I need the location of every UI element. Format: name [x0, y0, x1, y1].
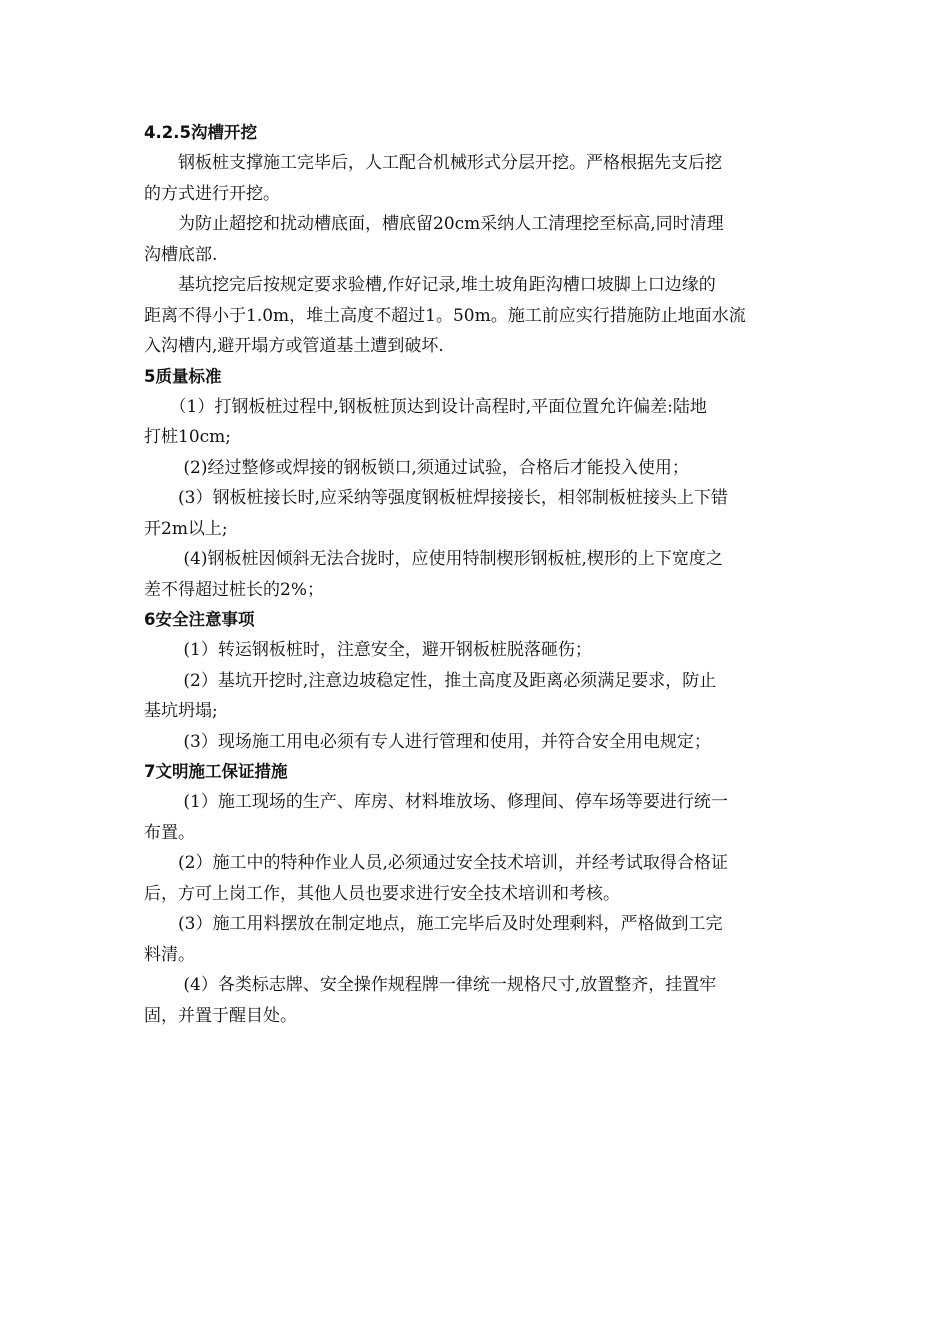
text-line: 后，方可上岗工作，其他人员也要求进行安全技术培训和考核。 [144, 883, 620, 904]
document-page [144, 118, 808, 1031]
text-line: 距离不得小于1.0m，堆土高度不超过1。50m。施工前应实行措施防止地面水流 [144, 305, 746, 326]
text-line: (2）施工中的特种作业人员,必须通过安全技术培训，并经考试取得合格证 [144, 853, 728, 873]
text-line: 为防止超挖和扰动槽底面，槽底留20cm采纳人工清理挖至标高,同时清理 [144, 214, 724, 234]
text-line: 料清。 [144, 944, 195, 965]
paragraph [144, 848, 808, 909]
text-line: 钢板桩支撑施工完毕后，人工配合机械形式分层开挖。严格根据先支后挖 [144, 153, 722, 173]
text-line: 固，并置于醒目处。 [144, 1005, 297, 1026]
text-line: 沟槽底部. [144, 244, 218, 265]
text-line: (3）现场施工用电必须有专人进行管理和使用，并符合安全用电规定； [144, 731, 711, 752]
text-line: 差不得超过桩长的2%； [144, 579, 324, 600]
text-line: (3）钢板桩接长时,应采纳等强度钢板桩焊接接长，相邻制板桩接头上下错 [144, 488, 728, 508]
section-heading-425: 4.2.5沟槽开挖 [144, 123, 257, 142]
paragraph [144, 727, 808, 758]
paragraph [144, 909, 808, 970]
section-heading-6: 6安全注意事项 [144, 610, 255, 629]
text-line: 的方式进行开挖。 [144, 183, 280, 204]
text-line: (1）转运钢板桩时，注意安全，避开钢板桩脱落砸伤； [144, 640, 592, 660]
paragraph [144, 453, 808, 484]
paragraph [144, 787, 808, 848]
text-line: 基坑坍塌; [144, 701, 218, 721]
text-line: 入沟槽内,避开塌方或管道基土遭到破坏. [144, 336, 444, 356]
paragraph [144, 970, 808, 1031]
paragraph [144, 666, 808, 727]
paragraph [144, 148, 808, 209]
paragraph [144, 544, 808, 605]
text-line: 打桩10cm; [144, 427, 232, 447]
paragraph [144, 635, 808, 666]
section-heading-5: 5质量标准 [144, 366, 222, 386]
text-line: (1）施工现场的生产、库房、材料堆放场、修理间、停车场等要进行统一 [144, 792, 728, 812]
text-line: 布置。 [144, 822, 195, 843]
text-line: (3）施工用料摆放在制定地点，施工完毕后及时处理剩料，严格做到工完 [144, 914, 723, 934]
text-line: (2）基坑开挖时,注意边坡稳定性，推土高度及距离必须满足要求，防止 [144, 670, 717, 691]
section-heading-7: 7文明施工保证措施 [144, 762, 288, 781]
text-line: （1）打钢板桩过程中,钢板桩顶达到设计高程时,平面位置允许偏差:陆地 [144, 396, 707, 417]
text-line: (4)钢板桩因倾斜无法合拢时，应使用特制楔形钢板桩,楔形的上下宽度之 [144, 549, 723, 569]
text-line: 开2m以上; [144, 518, 228, 539]
paragraph [144, 209, 808, 270]
text-line: 基坑挖完后按规定要求验槽,作好记录,堆土坡角距沟槽口坡脚上口边缘的 [144, 275, 716, 295]
text-line: (4）各类标志牌、安全操作规程牌一律统一规格尺寸,放置整齐，挂置牢 [144, 975, 717, 995]
text-line: (2)经过整修或焊接的钢板锁口,须通过试验，合格后才能投入使用； [144, 457, 689, 478]
paragraph [144, 270, 808, 362]
paragraph [144, 483, 808, 544]
paragraph [144, 392, 808, 453]
